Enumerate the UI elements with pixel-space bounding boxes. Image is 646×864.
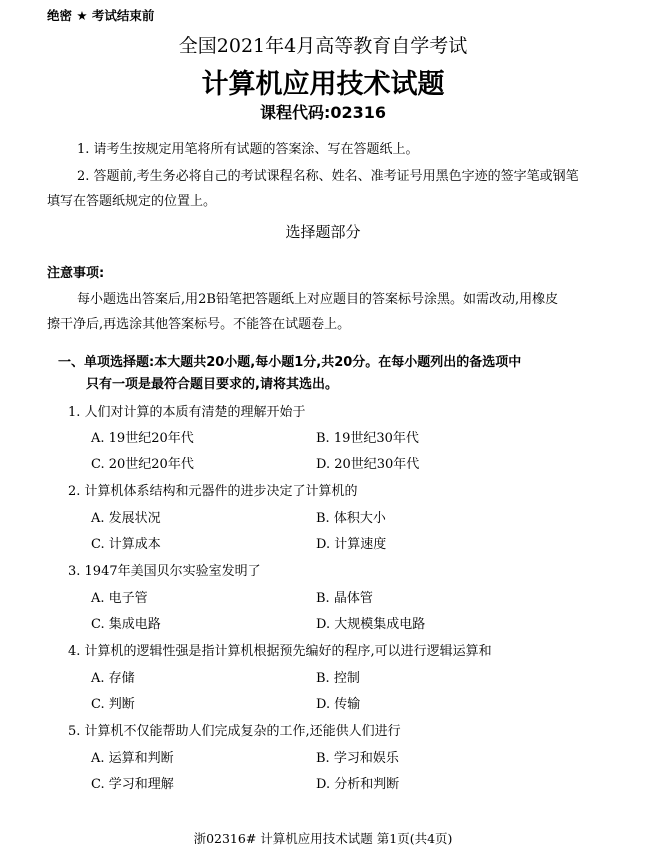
question-3-option-d: D. 大规模集成电路 — [316, 617, 426, 632]
section-title: 选择题部分 — [285, 223, 361, 241]
question-2-option-c: C. 计算成本 — [91, 537, 161, 552]
question-1-option-b: B. 19世纪30年代 — [316, 431, 419, 446]
question-3-stem: 3. 1947年美国贝尔实验室发明了 — [68, 564, 261, 579]
question-2-option-b: B. 体积大小 — [316, 511, 386, 526]
question-5-option-c: C. 学习和理解 — [91, 777, 174, 792]
question-4-option-c: C. 判断 — [91, 697, 135, 712]
question-1-option-c: C. 20世纪20年代 — [91, 457, 194, 472]
question-5-option-b: B. 学习和娱乐 — [316, 751, 399, 766]
question-3-option-c: C. 集成电路 — [91, 617, 161, 632]
question-5-option-d: D. 分析和判断 — [316, 777, 400, 792]
instruction-1: 1. 请考生按规定用笔将所有试题的答案涂、写在答题纸上。 — [77, 142, 419, 157]
exam-title: 全国2021年4月高等教育自学考试 — [178, 35, 468, 57]
question-5-stem: 5. 计算机不仅能帮助人们完成复杂的工作,还能供人们进行 — [68, 724, 401, 739]
question-3-option-a: A. 电子管 — [91, 591, 148, 606]
notes-heading: 注意事项: — [47, 266, 105, 281]
page-footer: 浙02316# 计算机应用技术试题 第1页(共4页) — [193, 831, 453, 846]
question-1-stem: 1. 人们对计算的本质有清楚的理解开始于 — [68, 405, 306, 420]
question-5-option-a: A. 运算和判断 — [91, 751, 174, 766]
question-2-option-a: A. 发展状况 — [91, 511, 161, 526]
notes-line-1: 每小题选出答案后,用2B铅笔把答题纸上对应题目的答案标号涂黑。如需改动,用橡皮 — [77, 292, 559, 307]
part-instruction-2: 只有一项是最符合题目要求的,请将其选出。 — [86, 377, 338, 392]
instruction-2: 2. 答题前,考生务必将自己的考试课程名称、姓名、准考证号用黑色字迹的签字笔或钢笔 — [77, 169, 579, 184]
question-2-option-d: D. 计算速度 — [316, 537, 387, 552]
question-4-stem: 4. 计算机的逻辑性强是指计算机根据预先编好的程序,可以进行逻辑运算和 — [68, 644, 492, 659]
confidential-mark: 绝密 ★ 考试结束前 — [47, 8, 155, 23]
subject-title: 计算机应用技术试题 — [201, 69, 445, 100]
question-1-option-d: D. 20世纪30年代 — [316, 457, 420, 472]
question-4-option-b: B. 控制 — [316, 671, 360, 686]
question-3-option-b: B. 晶体管 — [316, 591, 373, 606]
part-instruction-1: 一、单项选择题:本大题共20小题,每小题1分,共20分。在每小题列出的备选项中 — [58, 355, 522, 370]
question-4-option-a: A. 存储 — [91, 671, 135, 686]
question-2-stem: 2. 计算机体系结构和元器件的进步决定了计算机的 — [68, 484, 358, 499]
instruction-2-cont: 填写在答题纸规定的位置上。 — [47, 194, 217, 209]
question-4-option-d: D. 传输 — [316, 697, 361, 712]
course-code: 课程代码:02316 — [259, 103, 387, 122]
notes-line-2: 擦干净后,再选涂其他答案标号。不能答在试题卷上。 — [47, 317, 351, 332]
question-1-option-a: A. 19世纪20年代 — [91, 431, 194, 446]
